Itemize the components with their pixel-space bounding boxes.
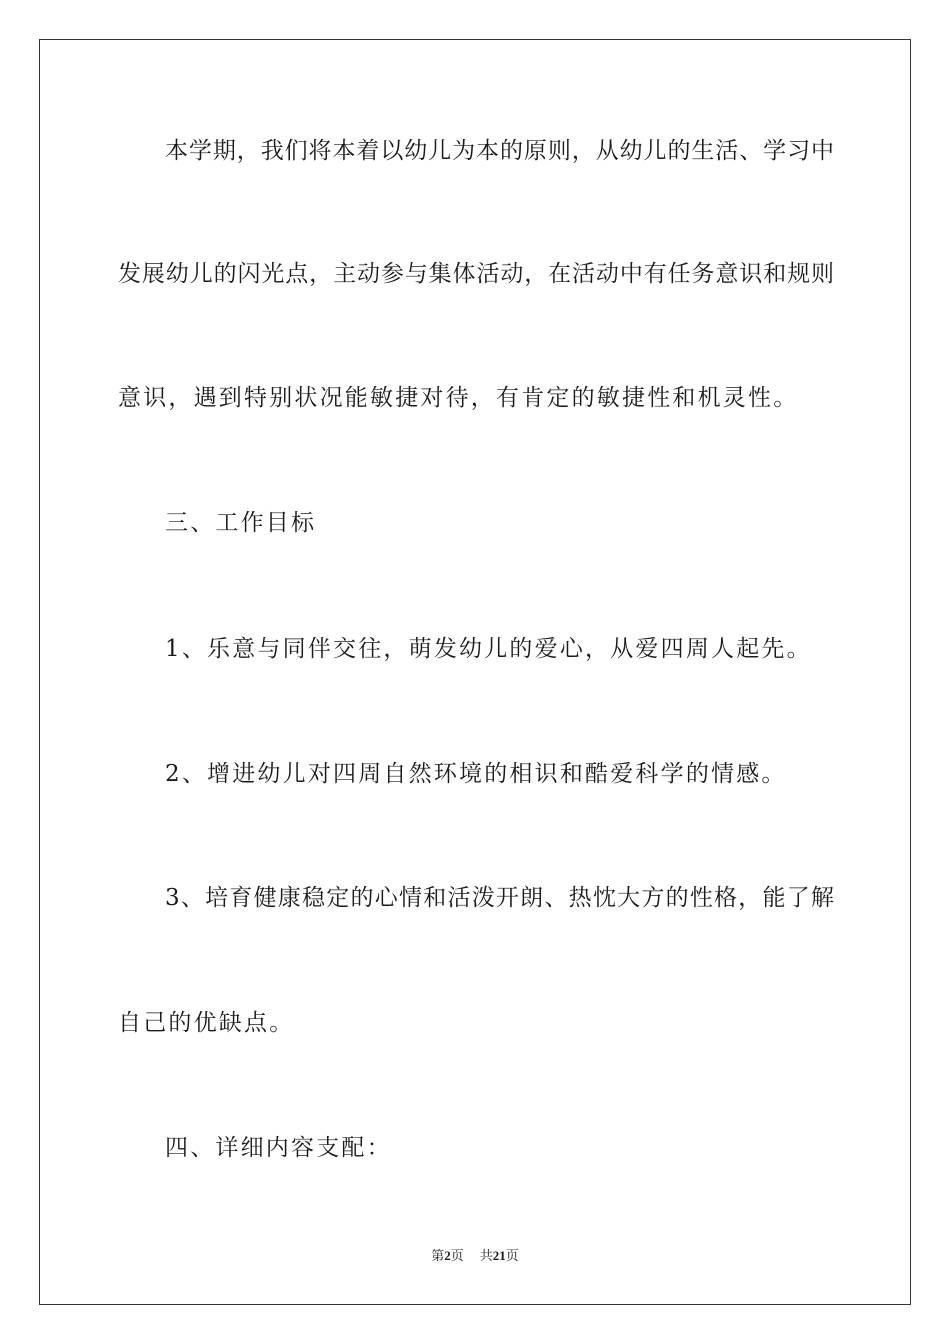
footer-page-suffix: 页 bbox=[450, 1248, 464, 1263]
page-footer bbox=[0, 1247, 950, 1265]
goal-item-3-continued: 自己的优缺点。 bbox=[118, 1010, 295, 1036]
footer-page-number: 2 bbox=[444, 1248, 451, 1263]
footer-total-suffix: 页 bbox=[505, 1248, 519, 1263]
footer-page-prefix: 第 bbox=[431, 1248, 445, 1263]
page-border bbox=[39, 39, 911, 1305]
paragraph-line-3: 意识，遇到特别状况能敏捷对待，有肯定的敏捷性和机灵性。 bbox=[118, 385, 799, 411]
goal-item-3: 3、培育健康稳定的心情和活泼开朗、热忱大方的性格，能了解 bbox=[165, 885, 834, 911]
goal-item-1: 1、乐意与同伴交往，萌发幼儿的爱心，从爱四周人起先。 bbox=[165, 636, 812, 662]
footer-total-prefix: 共 bbox=[479, 1248, 493, 1263]
section-heading-goals: 三、工作目标 bbox=[165, 510, 317, 536]
section-heading-content: 四、详细内容支配： bbox=[165, 1135, 392, 1161]
paragraph-line-1: 本学期，我们将本着以幼儿为本的原则，从幼儿的生活、学习中 bbox=[165, 138, 834, 164]
footer-total-pages: 21 bbox=[492, 1248, 506, 1263]
paragraph-line-2: 发展幼儿的闪光点，主动参与集体活动，在活动中有任务意识和规则 bbox=[118, 261, 834, 287]
goal-item-2: 2、增进幼儿对四周自然环境的相识和酷爱科学的情感。 bbox=[165, 761, 787, 787]
